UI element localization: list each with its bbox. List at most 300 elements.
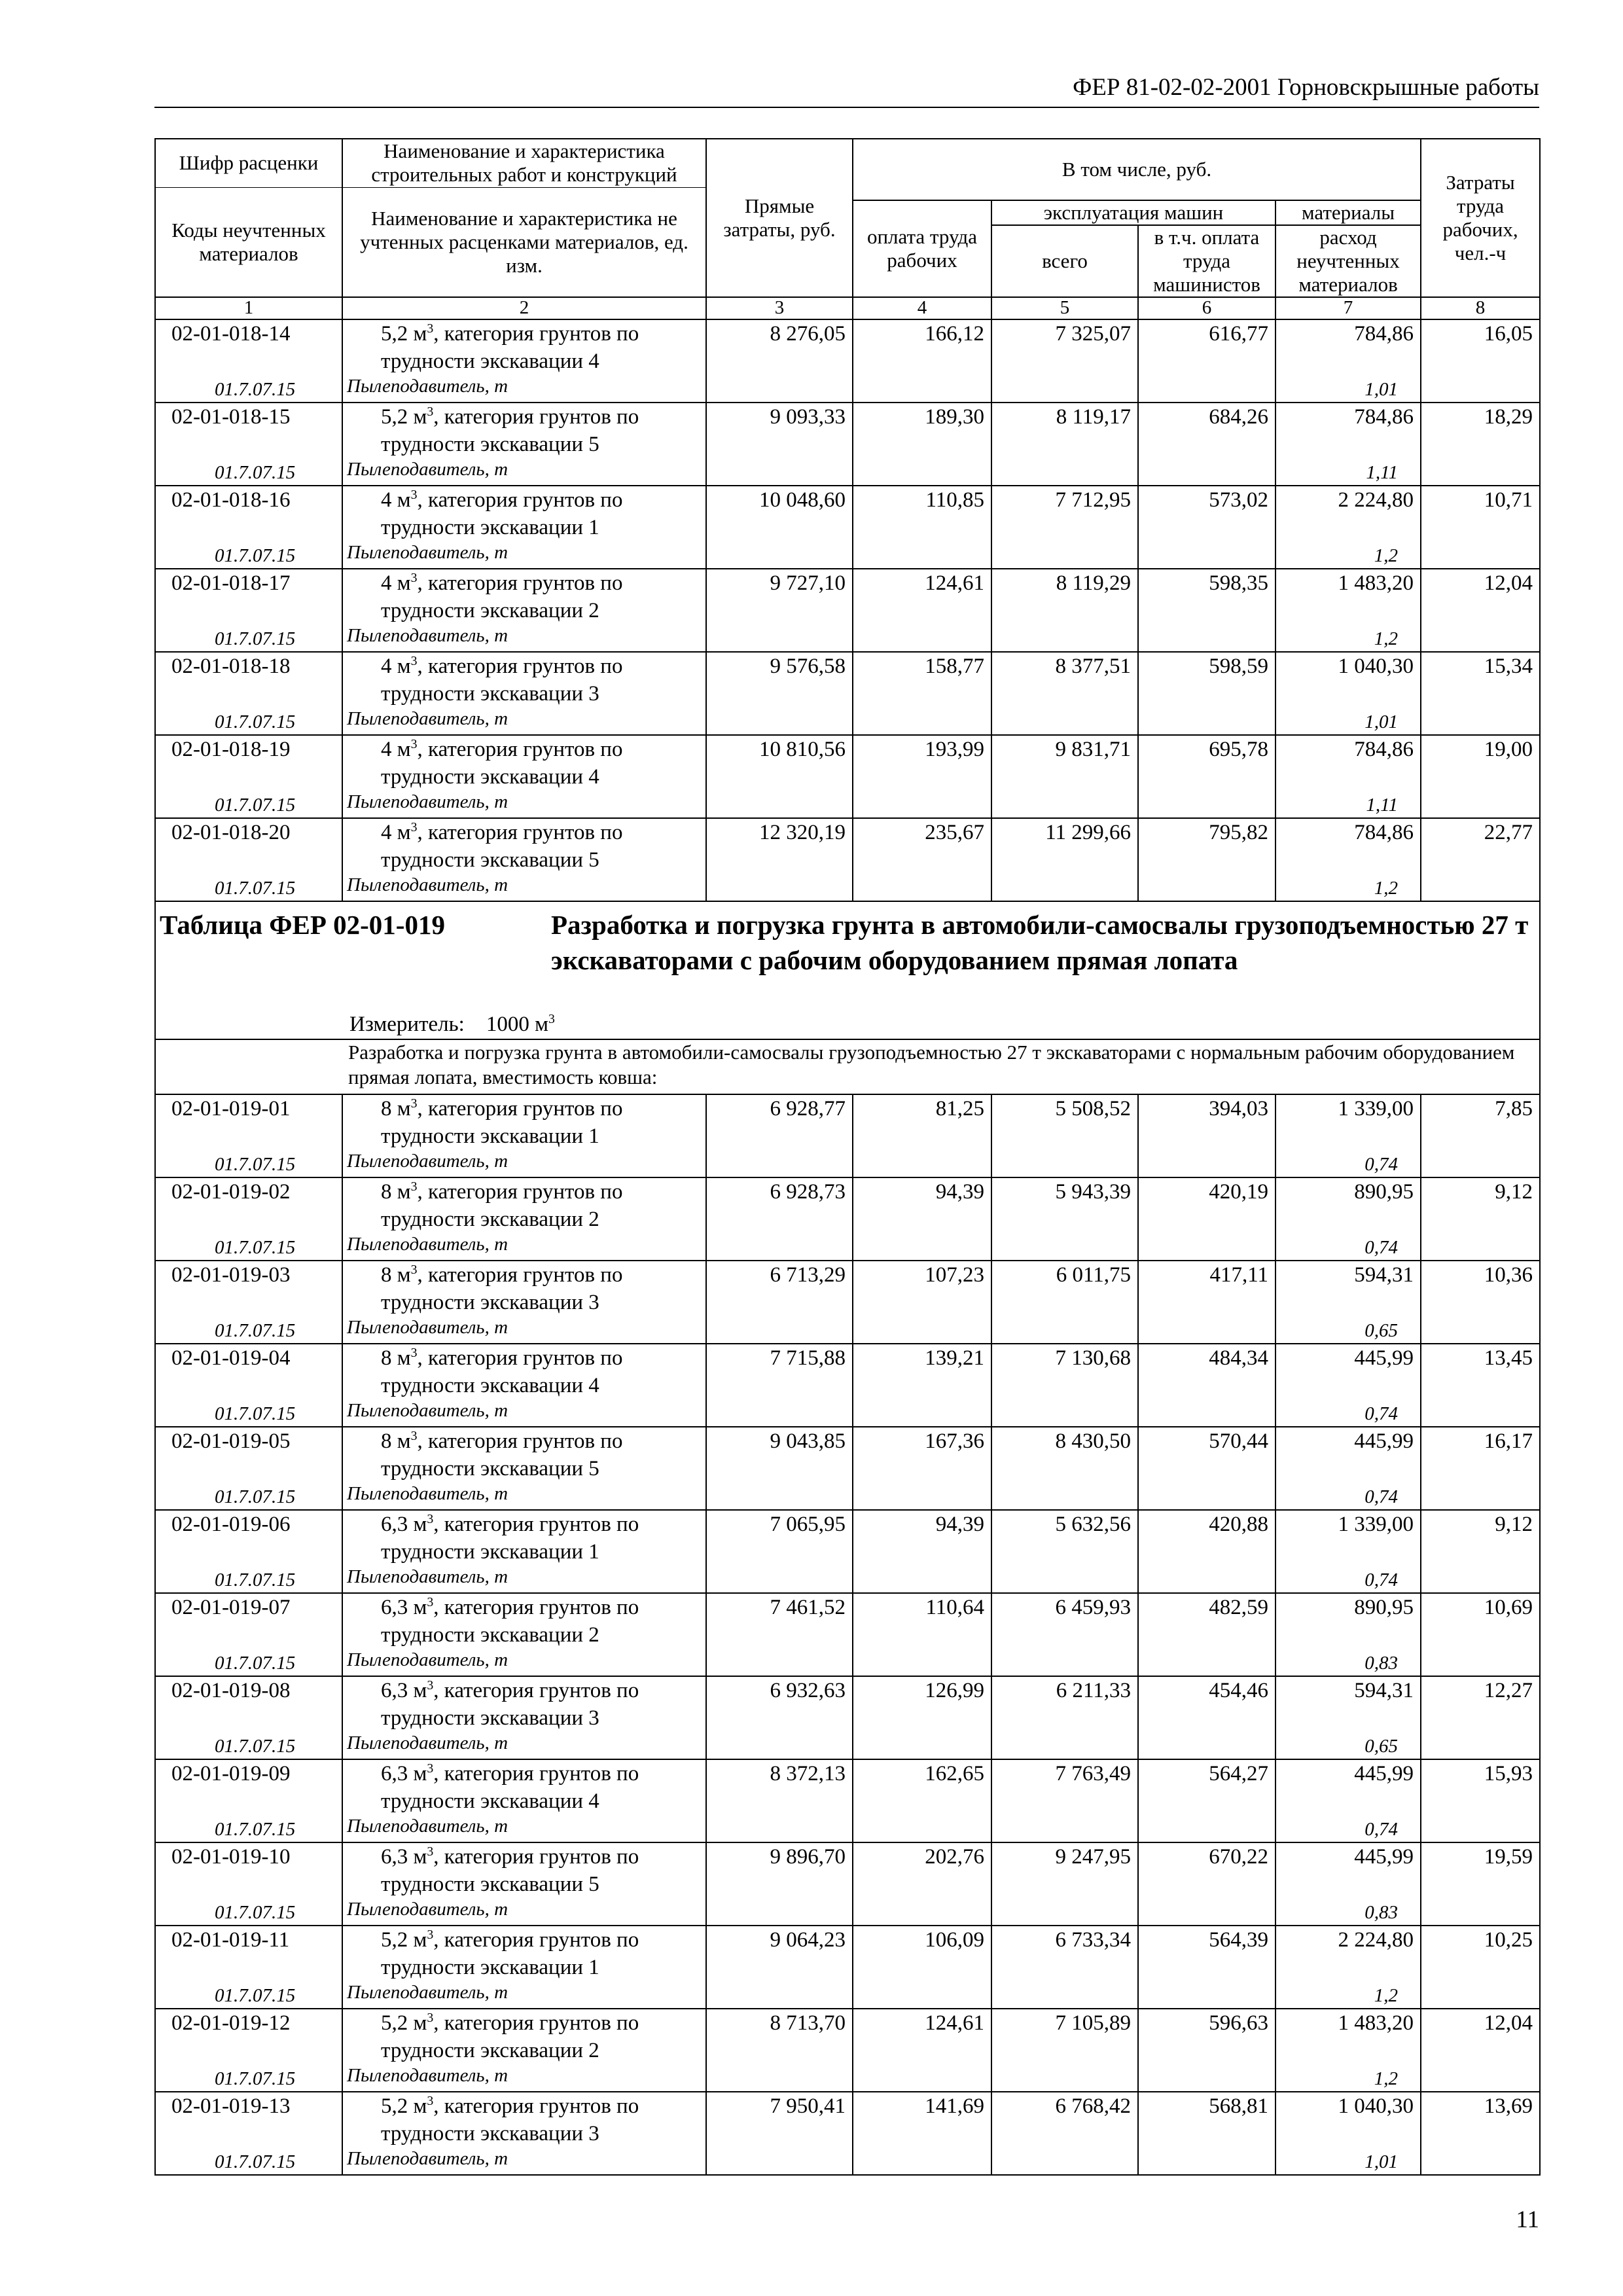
labor-hours: 19,00	[1484, 738, 1533, 761]
labor-hours: 12,04	[1484, 2011, 1533, 2035]
description-line-1: , категория грунтов по	[417, 1429, 623, 1453]
machinist-pay-cell	[1138, 2092, 1275, 2175]
table-body-018	[155, 319, 1540, 901]
labor-hours: 19,59	[1484, 1845, 1533, 1869]
labor-pay: 189,30	[925, 405, 984, 429]
bucket-capacity: 6,3 м	[381, 1513, 427, 1536]
rate-code: 02-01-019-08	[171, 1679, 291, 1702]
material-code: 01.7.07.15	[215, 1653, 296, 1674]
material-name: Пылеподавитель, т	[347, 1649, 508, 1670]
direct-costs: 8 276,05	[770, 322, 846, 346]
work-description: 5,2 $м^3$, категория грунтов по трудности экскавации 2	[381, 2011, 639, 2062]
materials-cell	[1275, 569, 1421, 652]
name-column-header: Наименование и характеристика строительных работ и конструкций	[342, 139, 706, 187]
labor-hours: 9,12	[1495, 1180, 1533, 1204]
name-cell	[342, 1926, 706, 2009]
description-line-2: трудности экскавации 3	[381, 1706, 599, 1730]
description-line-2: трудности экскавации 1	[381, 516, 599, 539]
machines-cell	[991, 1759, 1138, 1842]
materials-cell	[1275, 652, 1421, 735]
machine-operation: 7 105,89	[1055, 2011, 1131, 2035]
material-code: 01.7.07.15	[215, 1570, 296, 1590]
machinist-pay-cell	[1138, 1759, 1275, 1842]
description-line-2: трудности экскавации 4	[381, 1789, 599, 1813]
machinist-pay: 570,44	[1209, 1429, 1268, 1453]
material-consumption: 0,83	[1364, 1902, 1399, 1923]
direct-costs-cell	[706, 486, 853, 569]
bucket-capacity: 4 м	[381, 488, 411, 512]
table-row	[155, 1676, 1540, 1759]
machine-operation: 9 247,95	[1055, 1845, 1131, 1869]
name-cell	[342, 2092, 706, 2175]
labor-pay-cell	[853, 2009, 991, 2092]
materials-cost: 445,99	[1354, 1429, 1414, 1453]
machinist-pay: 670,22	[1209, 1845, 1268, 1869]
labor-cell	[1421, 818, 1540, 901]
material-consumption-header: расход неучтенных материалов	[1275, 225, 1421, 297]
name-cell	[342, 1261, 706, 1344]
material-consumption: 1,11	[1366, 795, 1399, 816]
material-name: Пылеподавитель, т	[347, 2148, 508, 2169]
bucket-capacity: 5,2 м	[381, 2011, 427, 2035]
rate-code: 02-01-018-19	[171, 738, 291, 761]
labor-pay: 110,85	[925, 488, 984, 512]
name-cell	[342, 403, 706, 486]
work-description: 5,2 $м^3$, категория грунтов по трудности экскавации 1	[381, 1928, 639, 1979]
machinist-pay-cell	[1138, 569, 1275, 652]
column-number: 4	[853, 297, 991, 319]
code-column-header: Шифр расценки	[155, 139, 342, 187]
labor-cell	[1421, 2009, 1540, 2092]
bucket-capacity: 8 м	[381, 1429, 411, 1453]
name-cell	[342, 1177, 706, 1261]
description-line-1: , категория грунтов по	[417, 1097, 623, 1121]
machines-cell	[991, 1593, 1138, 1676]
labor-cell	[1421, 1676, 1540, 1759]
labor-hours: 15,34	[1484, 655, 1533, 678]
material-code: 01.7.07.15	[215, 1154, 296, 1175]
direct-costs-cell	[706, 569, 853, 652]
direct-costs: 6 932,63	[770, 1679, 846, 1702]
machinist-pay: 564,27	[1209, 1762, 1268, 1785]
labor-cell	[1421, 1094, 1540, 1177]
machinist-pay: 596,63	[1209, 2011, 1268, 2035]
materials-cost: 445,99	[1354, 1845, 1414, 1869]
labor-pay: 139,21	[925, 1346, 984, 1370]
material-code: 01.7.07.15	[215, 545, 296, 566]
direct-costs: 9 043,85	[770, 1429, 846, 1453]
rate-code: 02-01-018-17	[171, 571, 291, 595]
materials-cost: 1 483,20	[1338, 2011, 1414, 2035]
table-row	[155, 1926, 1540, 2009]
table-row	[155, 319, 1540, 403]
machinist-pay-cell	[1138, 486, 1275, 569]
direct-costs-cell	[706, 319, 853, 403]
rate-code: 02-01-018-20	[171, 821, 291, 844]
direct-costs: 7 065,95	[770, 1513, 846, 1536]
machines-cell	[991, 2092, 1138, 2175]
direct-costs: 9 896,70	[770, 1845, 846, 1869]
labor-pay-cell	[853, 1926, 991, 2009]
table-row	[155, 1510, 1540, 1593]
machinist-pay-cell	[1138, 319, 1275, 403]
description-line-2: трудности экскавации 4	[381, 1374, 599, 1397]
labor-pay: 126,99	[925, 1679, 984, 1702]
materials-cost: 445,99	[1354, 1762, 1414, 1785]
material-consumption: 1,11	[1366, 462, 1399, 483]
description-line-1: , категория грунтов по	[417, 821, 623, 844]
description-line-1: , категория грунтов по	[433, 322, 639, 346]
machine-operation: 11 299,66	[1045, 821, 1131, 844]
labor-pay: 124,61	[925, 2011, 984, 2035]
materials-cell	[1275, 735, 1421, 818]
materials-cell	[1275, 319, 1421, 403]
machinist-pay-cell	[1138, 1593, 1275, 1676]
machine-operation: 7 763,49	[1055, 1762, 1131, 1785]
column-number: 2	[342, 297, 706, 319]
materials-cost: 594,31	[1354, 1263, 1414, 1287]
material-code: 01.7.07.15	[215, 379, 296, 400]
code-cell	[155, 818, 342, 901]
table-title: Разработка и погрузка грунта в автомобили-самосвалы грузоподъемностью 27 т экскаваторами с рабочим оборудованием прямая лопата	[551, 910, 1529, 975]
measure-line: Измеритель: 1000 $м^3$	[349, 1012, 555, 1036]
materials-cost: 784,86	[1354, 322, 1414, 346]
labor-cell	[1421, 1926, 1540, 2009]
machines-cell	[991, 319, 1138, 403]
code-cell	[155, 1759, 342, 1842]
labor-pay-cell	[853, 1676, 991, 1759]
code-cell	[155, 1510, 342, 1593]
description-line-2: трудности экскавации 1	[381, 1124, 599, 1148]
labor-hours: 12,27	[1484, 1679, 1533, 1702]
labor-cell	[1421, 1261, 1540, 1344]
work-description: 8 $м^3$, категория грунтов по трудности экскавации 2	[381, 1179, 623, 1231]
rate-code: 02-01-019-02	[171, 1180, 291, 1204]
description-line-1: , категория грунтов по	[433, 1928, 639, 1952]
labor-cell	[1421, 1842, 1540, 1926]
machinist-pay-cell	[1138, 1510, 1275, 1593]
rate-code: 02-01-019-10	[171, 1845, 291, 1869]
work-description: 4 $м^3$, категория грунтов по трудности экскавации 1	[381, 488, 623, 539]
table-code: Таблица ФЕР 02-01-019	[160, 910, 445, 940]
bucket-capacity: 8 м	[381, 1263, 411, 1287]
materials-cost: 784,86	[1354, 405, 1414, 429]
labor-hours: 15,93	[1484, 1762, 1533, 1785]
table-row	[155, 1593, 1540, 1676]
labor-pay-cell	[853, 1759, 991, 1842]
table-row	[155, 1344, 1540, 1427]
description-line-2: трудности экскавации 5	[381, 433, 599, 456]
table-row	[155, 2009, 1540, 2092]
bucket-capacity: 4 м	[381, 655, 411, 678]
labor-pay-cell	[853, 1593, 991, 1676]
machinist-pay-cell	[1138, 403, 1275, 486]
bucket-capacity: 5,2 м	[381, 405, 427, 429]
machinist-pay: 482,59	[1209, 1596, 1268, 1619]
materials-cell	[1275, 403, 1421, 486]
material-code: 01.7.07.15	[215, 711, 296, 732]
column-number: 7	[1275, 297, 1421, 319]
name-cell	[342, 569, 706, 652]
machines-cell	[991, 818, 1138, 901]
materials-cost: 784,86	[1354, 738, 1414, 761]
machinist-pay-cell	[1138, 818, 1275, 901]
machine-operation: 7 325,07	[1055, 322, 1131, 346]
labor-pay: 158,77	[925, 655, 984, 678]
direct-costs-cell	[706, 1344, 853, 1427]
description-line-1: , категория грунтов по	[417, 488, 623, 512]
bucket-capacity: 6,3 м	[381, 1679, 427, 1702]
rate-code: 02-01-019-01	[171, 1097, 291, 1121]
work-description: 8 $м^3$, категория грунтов по трудности экскавации 1	[381, 1096, 623, 1148]
material-consumption: 0,74	[1364, 1154, 1399, 1175]
bucket-capacity: 5,2 м	[381, 2094, 427, 2118]
direct-costs-cell	[706, 1926, 853, 2009]
description-line-1: , категория грунтов по	[417, 738, 623, 761]
labor-pay-cell	[853, 569, 991, 652]
table-row	[155, 1177, 1540, 1261]
labor-cell	[1421, 1177, 1540, 1261]
name-cell	[342, 1510, 706, 1593]
material-consumption: 0,74	[1364, 1819, 1399, 1840]
table-row	[155, 735, 1540, 818]
materials-cost: 594,31	[1354, 1679, 1414, 1702]
labor-cell	[1421, 1593, 1540, 1676]
machinist-pay: 598,35	[1209, 571, 1268, 595]
machinist-pay: 568,81	[1209, 2094, 1268, 2118]
table-row	[155, 569, 1540, 652]
material-name: Пылеподавитель, т	[347, 791, 508, 812]
rate-code: 02-01-018-18	[171, 655, 291, 678]
work-description: 4 $м^3$, категория грунтов по трудности экскавации 3	[381, 654, 623, 706]
machine-operation: 5 508,52	[1055, 1097, 1131, 1121]
labor-hours: 7,85	[1495, 1097, 1533, 1121]
material-codes-header: Коды неучтенных материалов	[155, 187, 342, 297]
material-code: 01.7.07.15	[215, 1320, 296, 1341]
work-description: 5,2 $м^3$, категория грунтов по трудности экскавации 4	[381, 321, 639, 373]
name-cell	[342, 1759, 706, 1842]
code-cell	[155, 2092, 342, 2175]
material-code: 01.7.07.15	[215, 462, 296, 483]
material-consumption: 0,74	[1364, 1237, 1399, 1258]
work-description: 8 $м^3$, категория грунтов по трудности экскавации 4	[381, 1346, 623, 1397]
description-line-1: , категория грунтов по	[433, 1762, 639, 1785]
direct-costs-cell	[706, 1759, 853, 1842]
material-consumption: 1,2	[1374, 2068, 1399, 2089]
material-name: Пылеподавитель, т	[347, 542, 508, 563]
labor-cell	[1421, 319, 1540, 403]
materials-header: материалы	[1275, 200, 1421, 225]
description-line-1: , категория грунтов по	[433, 1513, 639, 1536]
machine-operation: 6 011,75	[1056, 1263, 1131, 1287]
description-line-2: трудности экскавации 3	[381, 2122, 599, 2145]
labor-pay: 235,67	[925, 821, 984, 844]
page-number: 11	[1516, 2206, 1539, 2233]
labor-pay-cell	[853, 1344, 991, 1427]
work-description: 4 $м^3$, категория грунтов по трудности экскавации 5	[381, 820, 623, 872]
direct-costs: 6 713,29	[770, 1263, 846, 1287]
description-line-1: , категория грунтов по	[433, 2011, 639, 2035]
materials-cost: 784,86	[1354, 821, 1414, 844]
labor-pay: 202,76	[925, 1845, 984, 1869]
machinist-pay: 684,26	[1209, 405, 1268, 429]
code-cell	[155, 1842, 342, 1926]
labor-hours: 16,05	[1484, 322, 1533, 346]
description-line-2: трудности экскавации 3	[381, 682, 599, 706]
machine-operation: 5 632,56	[1055, 1513, 1131, 1536]
machines-cell	[991, 1510, 1138, 1593]
direct-costs: 9 576,58	[770, 655, 846, 678]
column-number: 6	[1138, 297, 1275, 319]
labor-cell	[1421, 735, 1540, 818]
table-row	[155, 1427, 1540, 1510]
rate-code: 02-01-019-12	[171, 2011, 291, 2035]
material-name: Пылеподавитель, т	[347, 708, 508, 729]
material-code: 01.7.07.15	[215, 1486, 296, 1507]
description-line-2: трудности экскавации 4	[381, 765, 599, 789]
description-line-1: , категория грунтов по	[417, 655, 623, 678]
material-name: Пылеподавитель, т	[347, 1982, 508, 2003]
description-line-2: трудности экскавации 4	[381, 350, 599, 373]
direct-costs-cell	[706, 1510, 853, 1593]
machinist-pay: 795,82	[1209, 821, 1268, 844]
machines-cell	[991, 1926, 1138, 2009]
work-description: 5,2 $м^3$, категория грунтов по трудности экскавации 3	[381, 2094, 639, 2145]
material-code: 01.7.07.15	[215, 878, 296, 899]
materials-cell	[1275, 818, 1421, 901]
machinist-pay-cell	[1138, 735, 1275, 818]
machinist-pay: 616,77	[1209, 322, 1268, 346]
machine-operation: 9 831,71	[1055, 738, 1131, 761]
material-code: 01.7.07.15	[215, 795, 296, 816]
machinist-pay-cell	[1138, 1261, 1275, 1344]
machine-operation: 6 733,34	[1055, 1928, 1131, 1952]
materials-cell	[1275, 1676, 1421, 1759]
description-line-1: , категория грунтов по	[417, 1180, 623, 1204]
description-line-1: , категория грунтов по	[433, 1845, 639, 1869]
name-cell	[342, 818, 706, 901]
work-description: 6,3 $м^3$, категория грунтов по трудности экскавации 1	[381, 1512, 639, 1564]
material-consumption: 0,83	[1364, 1653, 1399, 1674]
materials-cost: 1 339,00	[1338, 1097, 1414, 1121]
code-cell	[155, 1593, 342, 1676]
machine-operation: 6 459,93	[1055, 1596, 1131, 1619]
page-header: ФЕР 81-02-02-2001 Горновскрышные работы	[1073, 74, 1539, 101]
direct-costs-cell	[706, 735, 853, 818]
materials-cell	[1275, 2092, 1421, 2175]
machinist-pay: 420,88	[1209, 1513, 1268, 1536]
description-line-2: трудности экскавации 1	[381, 1540, 599, 1564]
material-name: Пылеподавитель, т	[347, 1899, 508, 1920]
machinist-pay-cell	[1138, 1094, 1275, 1177]
labor-hours: 22,77	[1484, 821, 1533, 844]
labor-pay-cell	[853, 1261, 991, 1344]
materials-cell	[1275, 1510, 1421, 1593]
description-line-2: трудности экскавации 2	[381, 2039, 599, 2062]
name-cell	[342, 2009, 706, 2092]
material-name: Пылеподавитель, т	[347, 625, 508, 646]
bucket-capacity: 8 м	[381, 1097, 411, 1121]
labor-pay: 193,99	[925, 738, 984, 761]
table-row	[155, 652, 1540, 735]
machinist-pay: 417,11	[1209, 1263, 1268, 1287]
labor-pay-cell	[853, 735, 991, 818]
work-description: 6,3 $м^3$, категория грунтов по трудности экскавации 4	[381, 1761, 639, 1813]
machine-operation: 7 130,68	[1055, 1346, 1131, 1370]
labor-hours: 12,04	[1484, 571, 1533, 595]
machinist-pay: 394,03	[1209, 1097, 1268, 1121]
material-consumption: 1,2	[1374, 878, 1399, 899]
direct-costs: 9 064,23	[770, 1928, 846, 1952]
description-line-2: трудности экскавации 2	[381, 1208, 599, 1231]
rate-code: 02-01-019-07	[171, 1596, 291, 1619]
material-consumption: 0,65	[1364, 1736, 1399, 1757]
labor-pay-cell	[853, 486, 991, 569]
rate-code: 02-01-018-16	[171, 488, 291, 512]
material-code: 01.7.07.15	[215, 1985, 296, 2006]
material-name: Пылеподавитель, т	[347, 2065, 508, 2086]
work-description: 4 $м^3$, категория грунтов по трудности экскавации 2	[381, 571, 623, 622]
labor-pay: 110,64	[925, 1596, 984, 1619]
materials-cost: 2 224,80	[1338, 1928, 1414, 1952]
direct-costs: 10 048,60	[759, 488, 846, 512]
work-description: 8 $м^3$, категория грунтов по трудности экскавации 3	[381, 1263, 623, 1314]
machines-cell	[991, 652, 1138, 735]
direct-costs: 7 950,41	[770, 2094, 846, 2118]
name-cell	[342, 735, 706, 818]
labor-hours: 13,69	[1484, 2094, 1533, 2118]
machines-cell	[991, 1842, 1138, 1926]
machinist-pay-cell	[1138, 1344, 1275, 1427]
table-row	[155, 1261, 1540, 1344]
labor-cell	[1421, 486, 1540, 569]
materials-cost: 1 339,00	[1338, 1513, 1414, 1536]
material-name: Пылеподавитель, т	[347, 1234, 508, 1255]
materials-cell	[1275, 2009, 1421, 2092]
labor-pay: 94,39	[935, 1513, 984, 1536]
rate-code: 02-01-019-04	[171, 1346, 291, 1370]
measure-label: Измеритель:	[349, 1013, 465, 1036]
material-name: Пылеподавитель, т	[347, 1816, 508, 1837]
material-consumption: 1,2	[1374, 1985, 1399, 2006]
materials-cost: 1 483,20	[1338, 571, 1414, 595]
material-name: Пылеподавитель, т	[347, 376, 508, 397]
machinist-pay: 695,78	[1209, 738, 1268, 761]
code-cell	[155, 486, 342, 569]
bucket-capacity: 5,2 м	[381, 1928, 427, 1952]
name-cell	[342, 1344, 706, 1427]
machines-cell	[991, 1261, 1138, 1344]
materials-cell	[1275, 1593, 1421, 1676]
table-title-cell	[155, 901, 1540, 1039]
labor-pay-cell	[853, 2092, 991, 2175]
description-line-2: трудности экскавации 5	[381, 1873, 599, 1896]
direct-costs: 9 093,33	[770, 405, 846, 429]
materials-cell	[1275, 1926, 1421, 2009]
column-number: 1	[155, 297, 342, 319]
material-consumption: 0,74	[1364, 1486, 1399, 1507]
machinist-pay: 598,59	[1209, 655, 1268, 678]
labor-cell	[1421, 2092, 1540, 2175]
material-name-header: Наименование и характеристика не учтенных расценками материалов, ед. изм.	[342, 187, 706, 297]
machine-operation: 8 119,17	[1056, 405, 1131, 429]
table-row	[155, 1842, 1540, 1926]
measure-value: 1000 м	[486, 1013, 548, 1036]
material-consumption: 1,01	[1364, 379, 1399, 400]
rate-code: 02-01-019-13	[171, 2094, 291, 2118]
machinist-pay-cell	[1138, 652, 1275, 735]
rate-code: 02-01-019-06	[171, 1513, 291, 1536]
